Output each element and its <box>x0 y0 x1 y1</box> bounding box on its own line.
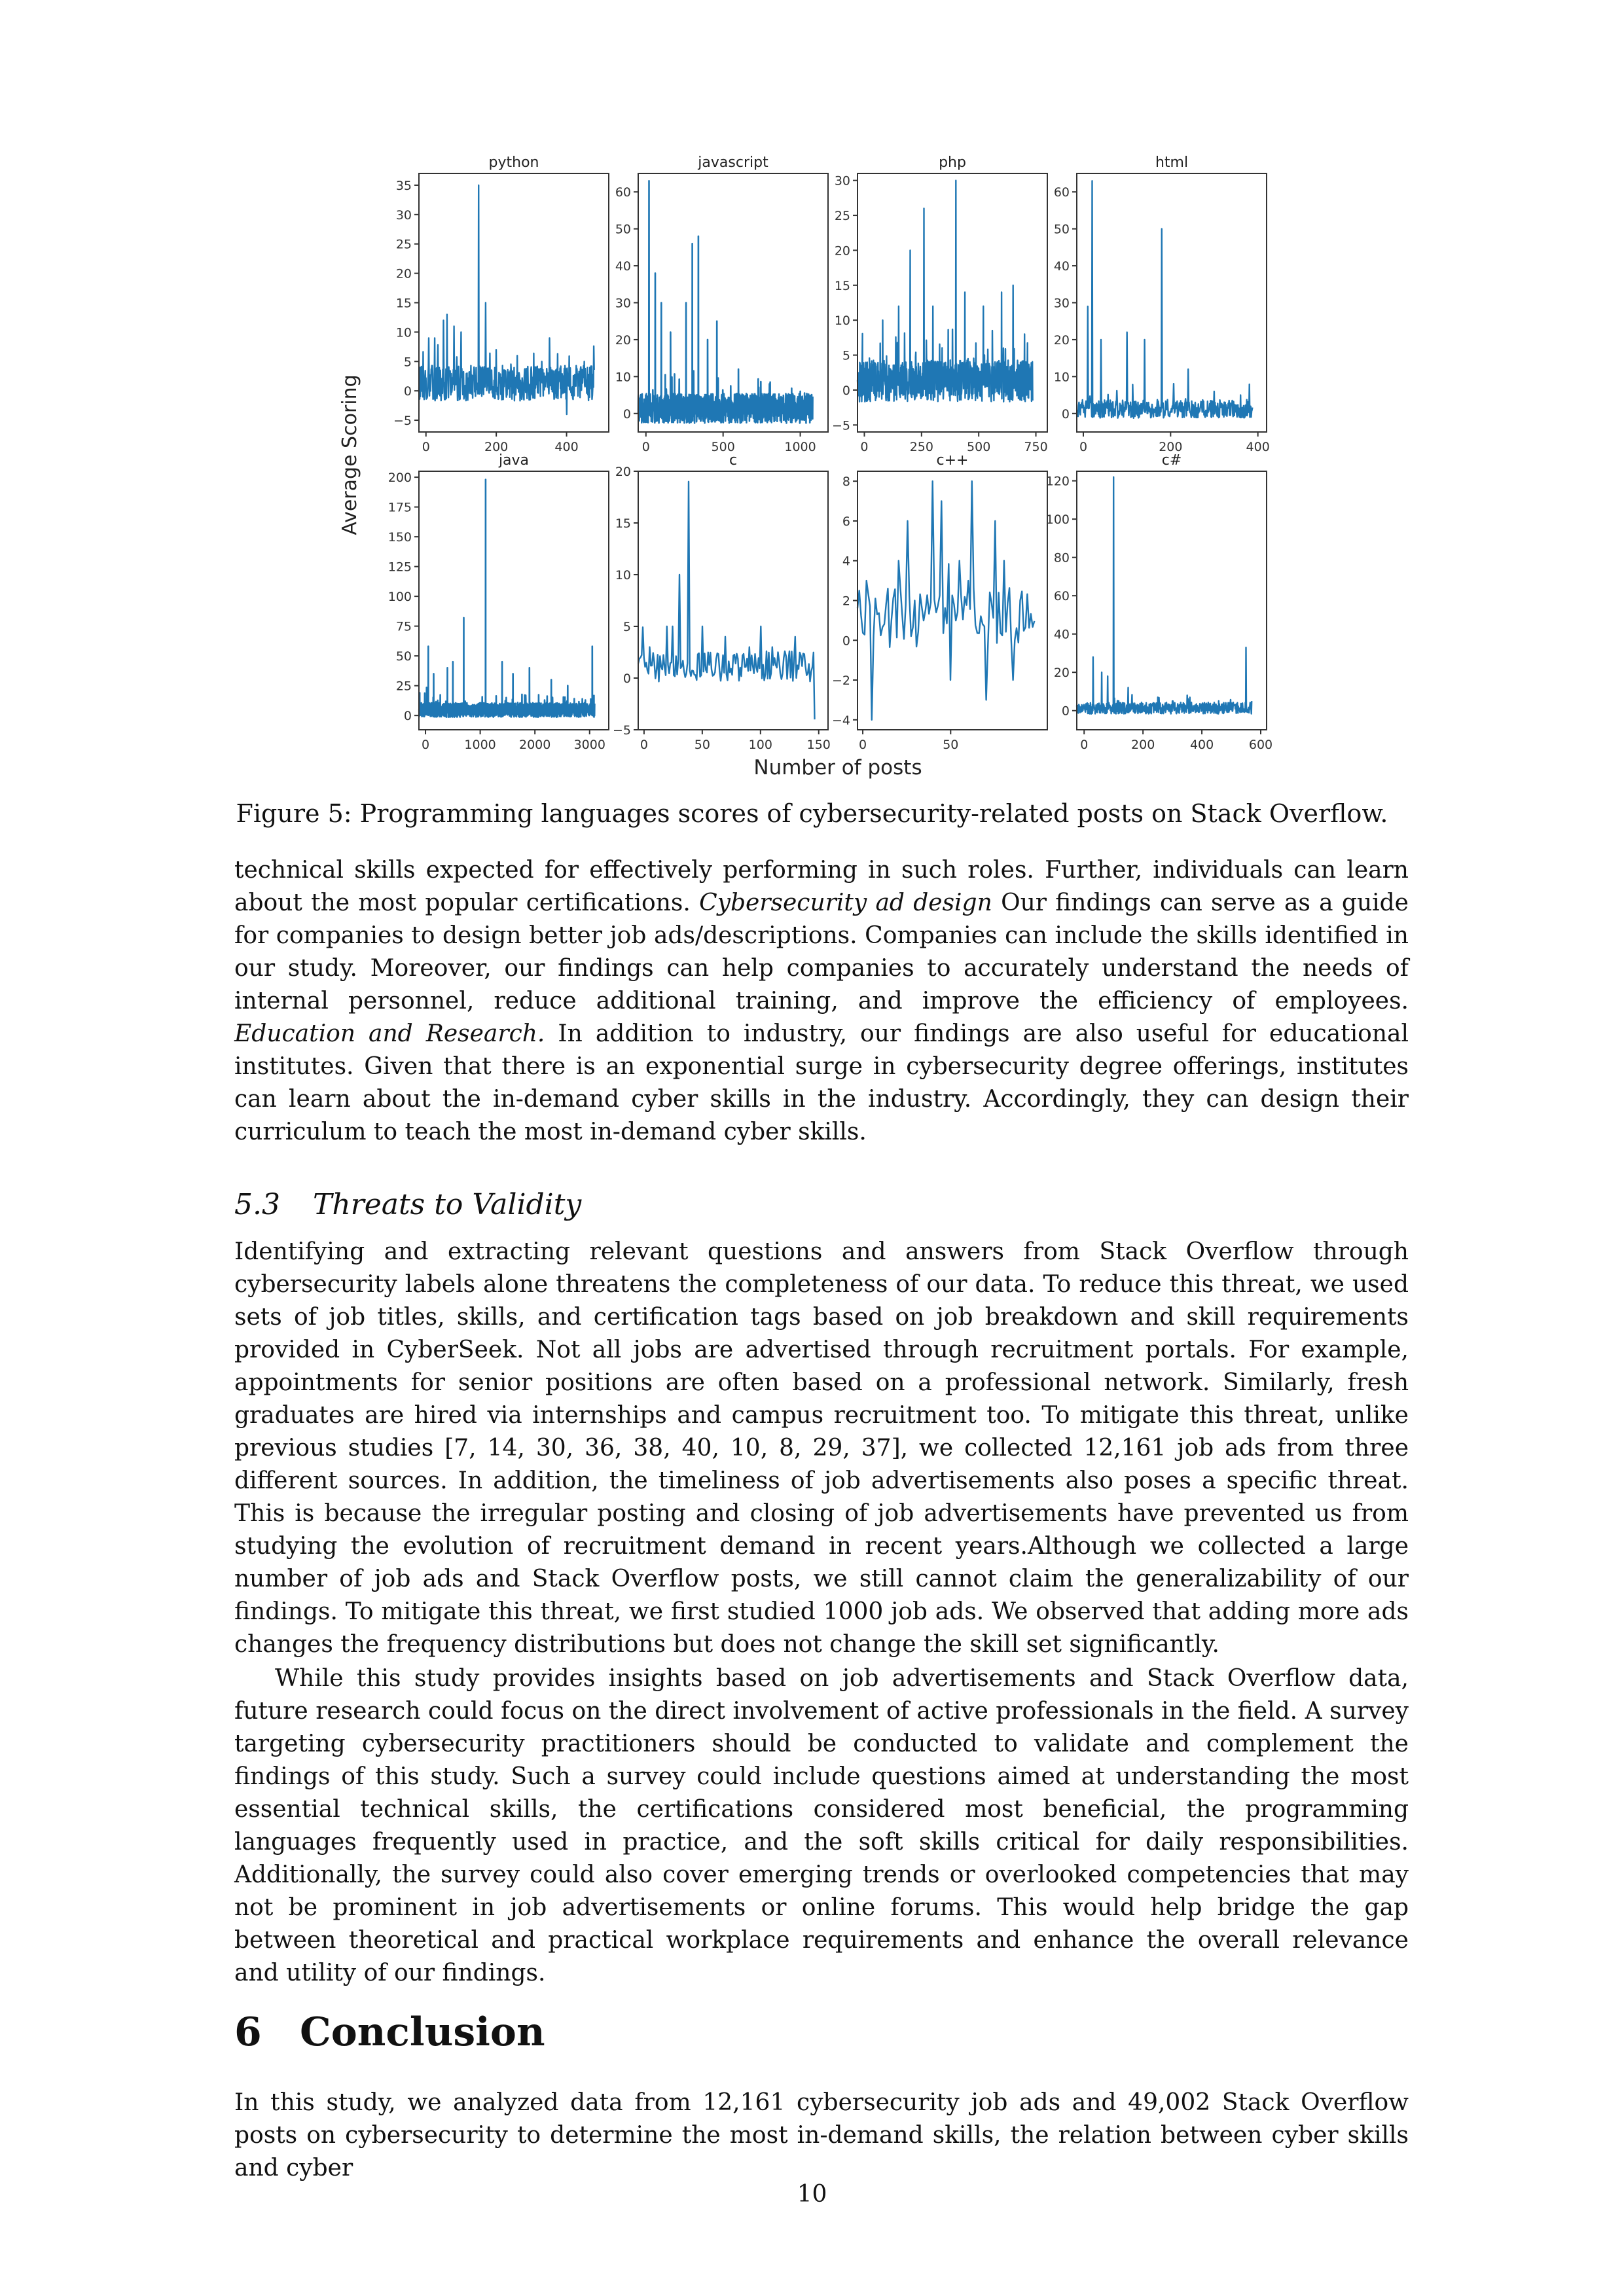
y-tick-label: 20 <box>615 465 631 479</box>
chart-panel-c# <box>1046 452 1272 752</box>
y-tick-label: 0 <box>403 384 412 399</box>
y-tick-label: 20 <box>1053 666 1070 681</box>
y-tick-label: 30 <box>615 296 631 311</box>
chart-panel-java <box>388 452 609 752</box>
y-tick-label: 60 <box>1053 589 1070 604</box>
y-tick-label: 25 <box>834 209 850 224</box>
paragraph-text: In this study, we analyzed data from 12,161 cybersecurity job ads and 49,002 Stack Overflow posts on cybersecurity to determine the most in-demand skills, the relation between cyber skills and cyber <box>234 2089 1409 2181</box>
chart-title: python <box>488 154 539 171</box>
x-tick-label: 0 <box>1080 738 1089 752</box>
y-tick-label: 20 <box>395 266 412 281</box>
y-tick-label: 25 <box>395 237 412 252</box>
chart-panel-javascript <box>615 154 828 454</box>
paragraph-text <box>234 854 1409 1149</box>
chart-title: javascript <box>698 154 768 171</box>
paragraph-threats <box>234 1236 1409 1990</box>
x-tick-label: 2000 <box>518 738 551 752</box>
y-tick-label: 200 <box>388 471 412 486</box>
y-tick-label: 8 <box>842 475 850 490</box>
y-tick-label: 175 <box>388 500 412 515</box>
x-tick-label: 400 <box>554 440 579 454</box>
chart-panels <box>388 154 1272 752</box>
y-tick-label: −5 <box>393 414 412 429</box>
series-line-php <box>857 181 1033 402</box>
chart-title: php <box>939 154 966 171</box>
chart-panel-python <box>393 154 609 454</box>
series-line-c++ <box>857 481 1034 720</box>
axes-frame <box>1077 471 1267 730</box>
y-tick-label: 15 <box>395 296 412 311</box>
y-tick-label: 0 <box>842 383 850 398</box>
y-tick-label: 125 <box>388 560 412 575</box>
x-tick-label: 200 <box>1131 738 1155 752</box>
chart-title: java <box>498 452 530 469</box>
axes-frame <box>638 471 828 730</box>
y-tick-label: 35 <box>395 178 412 193</box>
section-number: 6 <box>234 2009 262 2055</box>
text-span: In addition to industry, our findings are also useful for educational institutes. Given that there is an exponential surge in cybersecurity degree offerings, institutes can learn about the in-demand cyber skills in the industry. Accordingly, they can design their curriculum to teach the most in-demand cyber skills. <box>234 1020 1409 1145</box>
y-tick-label: 50 <box>615 222 631 237</box>
y-tick-label: 20 <box>1053 332 1070 348</box>
x-tick-label: 1000 <box>464 738 496 752</box>
series-line-python <box>419 185 594 414</box>
x-tick-label: 0 <box>1079 440 1088 454</box>
paragraph-survey: While this study provides insights based on job advertisements and Stack Overflow data, future research could focus on the direct involvement of active professionals in the field. A survey targeting cybersecurity practitioners should be conducted to validate and complement the findings of this study. Such a survey could include questions aimed at understanding the most essential technical skills, the certifications considered most beneficial, the programming languages frequently used in practice, and the soft skills critical for daily responsibilities. Additionally, the survey could also cover emerging trends or overlooked competencies that may not be prominent in job advertisements or online forums. This would help bridge the gap between theoretical and practical workplace requirements and enhance the overall relevance and utility of our findings. <box>234 1665 1409 1986</box>
y-tick-label: 15 <box>834 278 850 293</box>
paragraph-text: Identifying and extracting relevant questions and answers from Stack Overflow through cybersecurity labels alone threatens the completeness of our data. To reduce this threat, we used sets of job titles, skills, and certification tags based on job breakdown and skill requirements provided in CyberSeek. Not all jobs are advertised through recruitment portals. For example, appointments for senior positions are often based on a professional network. Similarly, fresh graduates are hired via internships and campus recruitment too. To mitigate this threat, unlike previous studies [7, 14, 30, 36, 38, 40, 10, 8, 29, 37], we collected 12,161 job ads from three different sources. In addition, the timeliness of job advertisements also poses a specific threat. This is because the irregular posting and closing of job advertisements have prevented us from studying the evolution of recruitment demand in recent years.Although we collected a large number of job ads and Stack Overflow posts, we still cannot claim the generalizability of our findings. To mitigate this threat, we first studied 1000 job ads. We observed that adding more ads changes the frequency distributions but does not change the skill set significantly. <box>234 1238 1409 1658</box>
y-tick-label: 5 <box>842 348 850 363</box>
y-tick-label: 30 <box>834 173 850 188</box>
chart-title: c# <box>1161 452 1182 469</box>
inline-heading: Cybersecurity ad design <box>699 889 992 916</box>
x-tick-label: 500 <box>711 440 735 454</box>
x-tick-label: 400 <box>1246 440 1270 454</box>
y-tick-label: −5 <box>612 723 631 738</box>
x-tick-label: 0 <box>422 440 430 454</box>
section-title: Conclusion <box>300 2009 545 2055</box>
y-tick-label: 0 <box>842 634 850 649</box>
series-line-html <box>1077 181 1252 418</box>
page-number: 10 <box>797 2181 827 2208</box>
y-tick-label: 0 <box>623 672 631 686</box>
series-line-c# <box>1077 477 1252 714</box>
y-tick-label: 40 <box>615 259 631 274</box>
y-tick-label: 100 <box>1045 512 1070 528</box>
y-tick-label: −5 <box>831 418 850 433</box>
section-title: Threats to Validity <box>313 1188 582 1221</box>
x-tick-label: 0 <box>640 738 648 752</box>
series-line-java <box>419 480 594 717</box>
y-tick-label: 0 <box>1061 704 1070 719</box>
chart-title: c <box>729 452 738 469</box>
x-tick-label: 750 <box>1024 440 1048 454</box>
paragraph-implications <box>234 854 1409 1149</box>
x-tick-label: 100 <box>748 738 772 752</box>
x-axis-label: Number of posts <box>753 756 922 780</box>
chart-panel-c <box>613 452 831 752</box>
chart-title: c++ <box>936 452 969 469</box>
x-tick-label: 250 <box>909 440 933 454</box>
y-tick-label: 40 <box>1053 627 1070 642</box>
y-tick-label: 20 <box>834 243 850 259</box>
x-tick-label: 150 <box>806 738 831 752</box>
y-tick-label: 50 <box>1053 222 1070 237</box>
x-tick-label: 400 <box>1189 738 1214 752</box>
y-tick-label: 6 <box>842 514 850 529</box>
y-tick-label: 60 <box>1053 185 1070 200</box>
x-tick-label: 50 <box>943 738 959 752</box>
x-tick-label: 3000 <box>573 738 605 752</box>
x-tick-label: 0 <box>860 440 869 454</box>
chart-panel-php <box>832 154 1048 454</box>
x-tick-label: 200 <box>484 440 509 454</box>
y-tick-label: 10 <box>1053 370 1070 385</box>
section-number: 5.3 <box>234 1188 280 1221</box>
y-tick-label: 20 <box>615 332 631 348</box>
x-tick-label: 0 <box>859 738 867 752</box>
y-tick-label: 30 <box>395 207 412 223</box>
figure-5 <box>327 147 1309 792</box>
text-span: Our findings can serve as a guide for companies to design better job ads/descriptions. Companies can include the skills identified in our study. Moreover, our findings can help companies to accurately understand the needs of internal personnel, reduce additional training, and improve the efficiency of employees. <box>234 889 1409 1014</box>
y-tick-label: 10 <box>615 370 631 385</box>
y-tick-label: 0 <box>1061 406 1070 422</box>
y-axis-label: Average Scoring <box>338 374 361 535</box>
x-tick-label: 0 <box>421 738 430 752</box>
y-tick-label: 10 <box>395 325 412 340</box>
y-tick-label: 40 <box>1053 259 1070 274</box>
x-tick-label: 1000 <box>784 440 816 454</box>
y-tick-label: 10 <box>615 568 631 583</box>
x-tick-label: 500 <box>967 440 991 454</box>
y-tick-label: −4 <box>831 713 850 728</box>
y-tick-label: 10 <box>834 314 850 329</box>
y-tick-label: 0 <box>403 709 412 724</box>
axes-frame <box>1077 173 1267 432</box>
inline-heading: Education and Research. <box>234 1020 545 1047</box>
y-tick-label: −2 <box>831 673 850 689</box>
series-line-javascript <box>638 181 813 423</box>
y-tick-label: 150 <box>388 530 412 545</box>
y-tick-label: 100 <box>388 590 412 605</box>
y-tick-label: 75 <box>395 619 412 634</box>
chart-title: html <box>1155 154 1189 171</box>
y-tick-label: 5 <box>623 620 631 634</box>
y-tick-label: 60 <box>615 185 631 200</box>
y-tick-label: 0 <box>623 406 631 422</box>
y-tick-label: 30 <box>1053 296 1070 311</box>
chart-panel-html <box>1054 154 1270 454</box>
y-tick-label: 15 <box>615 516 631 531</box>
section-heading-6 <box>234 2009 545 2055</box>
y-tick-label: 25 <box>395 679 412 694</box>
y-tick-label: 2 <box>842 594 850 609</box>
y-tick-label: 4 <box>842 554 850 569</box>
y-tick-label: 120 <box>1045 474 1070 489</box>
x-tick-label: 600 <box>1248 738 1273 752</box>
text-span: technical skills expected for effectively performing in such roles. Further, individuals can learn about the most popular certifications. <box>234 857 1409 916</box>
y-tick-label: 50 <box>395 649 412 664</box>
x-tick-label: 200 <box>1159 440 1183 454</box>
series-line-c <box>638 482 815 719</box>
chart-panel-c++ <box>832 452 1047 752</box>
figure-5-chart-grid <box>327 147 1309 792</box>
figure-caption: Figure 5: Programming languages scores of cybersecurity-related posts on Stack Overflow. <box>236 799 1388 828</box>
y-tick-label: 80 <box>1053 550 1070 565</box>
y-tick-label: 5 <box>403 355 412 370</box>
x-tick-label: 50 <box>694 738 710 752</box>
section-heading-5-3 <box>234 1187 581 1223</box>
paragraph-conclusion <box>234 2087 1409 2185</box>
x-tick-label: 0 <box>641 440 650 454</box>
